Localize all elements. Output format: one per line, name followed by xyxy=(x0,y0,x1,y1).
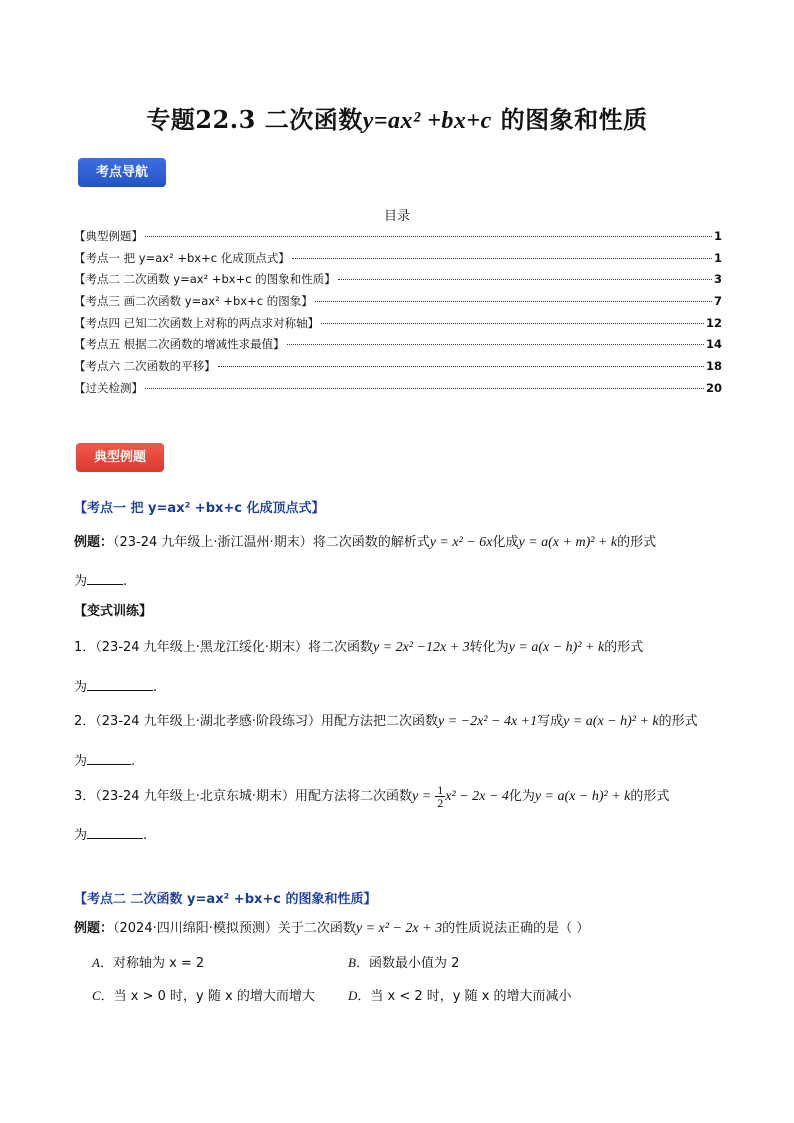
title-prefix: 专题22.3 二次函数 xyxy=(146,105,363,134)
question2-line1: 2．（23-24 九年级上·湖北孝感·阶段练习）用配方法把二次函数y = −2x² − 4x +1写成y = a(x − h)² + k的形式 xyxy=(74,714,698,729)
option-d[interactable]: D．当 x < 2 时，y 随 x 的增大而减小 xyxy=(348,988,572,1004)
section2-heading: 【考点二 二次函数 y=ax² +bx+c 的图象和性质】 xyxy=(74,892,377,907)
examples-badge: 典型例题 xyxy=(76,443,164,472)
toc-entry[interactable]: 【考点一 把 y=ax² +bx+c 化成顶点式】 1 xyxy=(74,250,722,265)
answer-blank[interactable] xyxy=(87,676,153,691)
toc-leader xyxy=(292,258,712,259)
example2-line1: 例题：（2024·四川绵阳·模拟预测）关于二次函数y = x² − 2x + 3的性质说法正确的是（ ） xyxy=(74,921,590,936)
answer-blank[interactable] xyxy=(87,570,123,585)
fraction-one-half: $\frac{1}{2}$ xyxy=(437,783,444,810)
toc-leader xyxy=(287,344,704,345)
option-c[interactable]: C．当 x > 0 时，y 随 x 的增大而增大 xyxy=(92,988,315,1004)
title-suffix: 的图象和性质 xyxy=(500,105,648,134)
example1-line2: 为 . xyxy=(74,570,127,592)
toc-leader xyxy=(145,388,704,389)
option-a[interactable]: A．对称轴为 x = 2 xyxy=(92,955,205,971)
question1-line1: 1．（23-24 九年级上·黑龙江绥化·期末）将二次函数y = 2x² −12x + 3转化为y = a(x − h)² + k的形式 xyxy=(74,640,644,655)
toc-entry[interactable]: 【考点三 画二次函数 y=ax² +bx+c 的图象】 7 xyxy=(74,294,722,309)
page-title xyxy=(0,100,794,135)
toc-leader xyxy=(145,236,712,237)
toc-leader xyxy=(218,366,704,367)
title-formula: y=ax² +bx+c xyxy=(362,108,492,134)
toc-leader xyxy=(321,323,704,324)
nav-badge: 考点导航 xyxy=(78,158,166,187)
table-of-contents xyxy=(74,228,722,402)
question1-line2: 为 . xyxy=(74,676,157,698)
variant-heading: 【变式训练】 xyxy=(74,604,153,619)
toc-entry[interactable]: 【考点四 已知二次函数上对称的两点求对称轴】 12 xyxy=(74,315,722,330)
toc-entry[interactable]: 【考点二 二次函数 y=ax² +bx+c 的图象和性质】 3 xyxy=(74,272,722,287)
toc-heading: 目录 xyxy=(383,209,410,224)
toc-entry[interactable]: 【考点五 根据二次函数的增减性求最值】 14 xyxy=(74,337,722,352)
answer-blank[interactable] xyxy=(87,750,131,765)
section1-heading: 【考点一 把 y=ax² +bx+c 化成顶点式】 xyxy=(74,501,325,516)
answer-blank[interactable] xyxy=(87,824,143,839)
question2-line2: 为 . xyxy=(74,750,135,772)
toc-entry[interactable]: 【典型例题】 1 xyxy=(74,229,722,243)
question3-line2: 为 . xyxy=(74,824,147,846)
toc-entry[interactable]: 【考点六 二次函数的平移】 18 xyxy=(74,359,722,374)
toc-entry[interactable]: 【过关检测】 20 xyxy=(74,380,722,395)
example1-line1: 例题：（23-24 九年级上·浙江温州·期末）将二次函数的解析式y = x² − 6x化成y = a(x + m)² + k的形式 xyxy=(74,535,657,550)
toc-leader xyxy=(315,301,712,302)
question3-line1: 3．（23-24 九年级上·北京东城·期末）用配方法将二次函数y = $\frac{1}{2}$ x² − 2x − 4化为y = a(x − h)² + k的形式 xyxy=(74,783,670,810)
option-b[interactable]: B．函数最小值为 2 xyxy=(348,955,460,971)
toc-leader xyxy=(338,279,712,280)
